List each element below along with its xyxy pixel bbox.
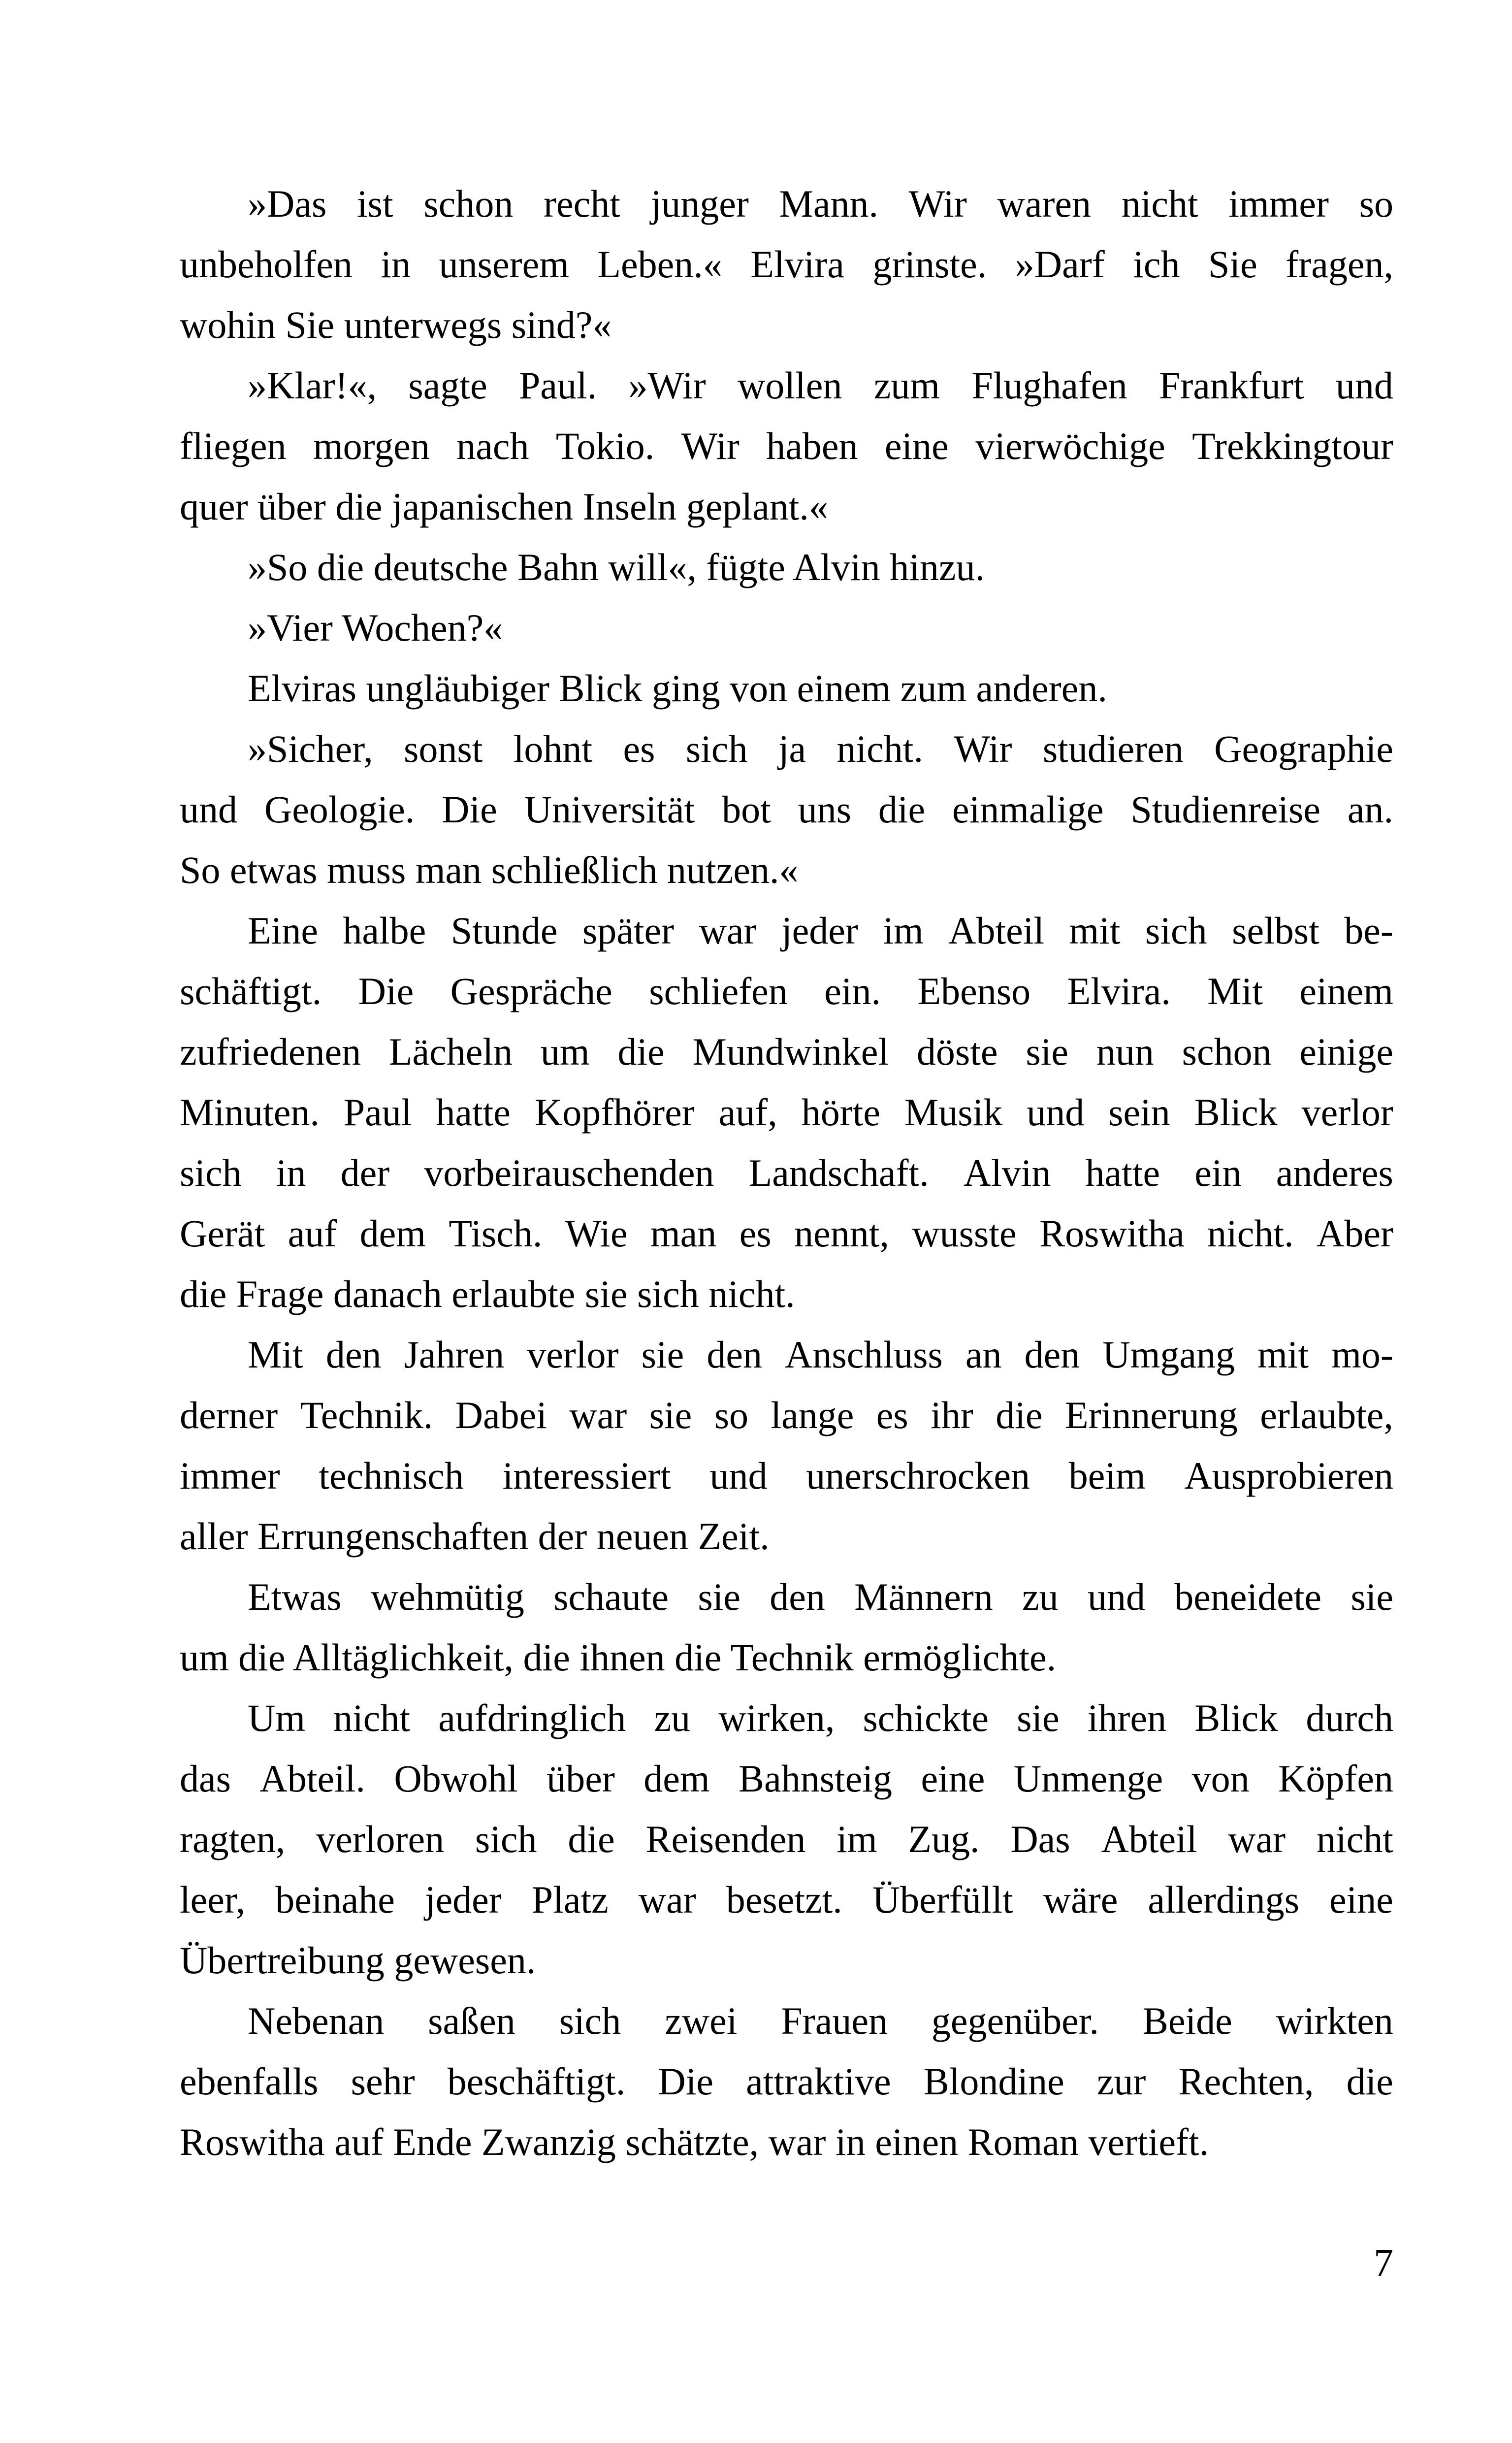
text-line: »Das ist schon recht junger Mann. Wir waren nicht immer so bbox=[248, 182, 1393, 225]
text-line: »Sicher, sonst lohnt es sich ja nicht. Wir studieren Geographie bbox=[248, 727, 1393, 770]
text-block bbox=[180, 173, 1393, 2172]
text-line: fliegen morgen nach Tokio. Wir haben eine vierwöchige Trekkingtour bbox=[180, 424, 1393, 467]
text-line: Übertreibung gewesen. bbox=[180, 1939, 536, 1982]
text-line: Etwas wehmütig schaute sie den Männern zu und beneidete sie bbox=[248, 1575, 1393, 1618]
text-line: quer über die japanischen Inseln geplant.« bbox=[180, 485, 828, 528]
text-line: die Frage danach erlaubte sie sich nicht. bbox=[180, 1272, 795, 1315]
text-line: Roswitha auf Ende Zwanzig schätzte, war in einen Roman vertieft. bbox=[180, 2120, 1209, 2163]
text-line: immer technisch interessiert und unerschrocken beim Ausprobieren bbox=[180, 1454, 1393, 1497]
text-line: Nebenan saßen sich zwei Frauen gegenüber. Beide wirkten bbox=[248, 1999, 1393, 2042]
text-line: zufriedenen Lächeln um die Mundwinkel döste sie nun schon einige bbox=[180, 1030, 1393, 1073]
text-line: unbeholfen in unserem Leben.« Elvira grinste. »Darf ich Sie fragen, bbox=[180, 243, 1393, 286]
text-line: »Vier Wochen?« bbox=[248, 606, 503, 649]
text-line: »Klar!«, sagte Paul. »Wir wollen zum Flughafen Frankfurt und bbox=[248, 364, 1393, 407]
text-line: Elviras ungläubiger Blick ging von einem zum anderen. bbox=[248, 667, 1107, 710]
text-line: das Abteil. Obwohl über dem Bahnsteig eine Unmenge von Köpfen bbox=[180, 1757, 1393, 1800]
text-line: und Geologie. Die Universität bot uns die einmalige Studienreise an. bbox=[180, 788, 1393, 831]
text-line: aller Errungenschaften der neuen Zeit. bbox=[180, 1515, 770, 1558]
text-line: Eine halbe Stunde später war jeder im Abteil mit sich selbst be- bbox=[248, 909, 1393, 952]
text-line: wohin Sie unterwegs sind?« bbox=[180, 303, 612, 346]
text-line: derner Technik. Dabei war sie so lange es ihr die Erinnerung erlaubte, bbox=[180, 1394, 1393, 1436]
page-number: 7 bbox=[1374, 2242, 1393, 2285]
text-line: ragten, verloren sich die Reisenden im Zug. Das Abteil war nicht bbox=[180, 1818, 1393, 1860]
text-line: Um nicht aufdringlich zu wirken, schickte sie ihren Blick durch bbox=[248, 1696, 1393, 1739]
text-line: Mit den Jahren verlor sie den Anschluss an den Umgang mit mo- bbox=[248, 1333, 1393, 1376]
text-line: Minuten. Paul hatte Kopfhörer auf, hörte Musik und sein Blick verlor bbox=[180, 1091, 1393, 1134]
text-line: ebenfalls sehr beschäftigt. Die attraktive Blondine zur Rechten, die bbox=[180, 2060, 1393, 2103]
text-line: sich in der vorbeirauschenden Landschaft. Alvin hatte ein anderes bbox=[180, 1151, 1393, 1194]
text-line: So etwas muss man schließlich nutzen.« bbox=[180, 848, 799, 891]
text-line: leer, beinahe jeder Platz war besetzt. Überfüllt wäre allerdings eine bbox=[180, 1878, 1393, 1921]
text-line: Gerät auf dem Tisch. Wie man es nennt, wusste Roswitha nicht. Aber bbox=[180, 1212, 1393, 1255]
text-line: um die Alltäglichkeit, die ihnen die Technik ermöglichte. bbox=[180, 1636, 1057, 1679]
text-line: »So die deutsche Bahn will«, fügte Alvin hinzu. bbox=[248, 546, 985, 588]
text-line: schäftigt. Die Gespräche schliefen ein. Ebenso Elvira. Mit einem bbox=[180, 970, 1393, 1012]
